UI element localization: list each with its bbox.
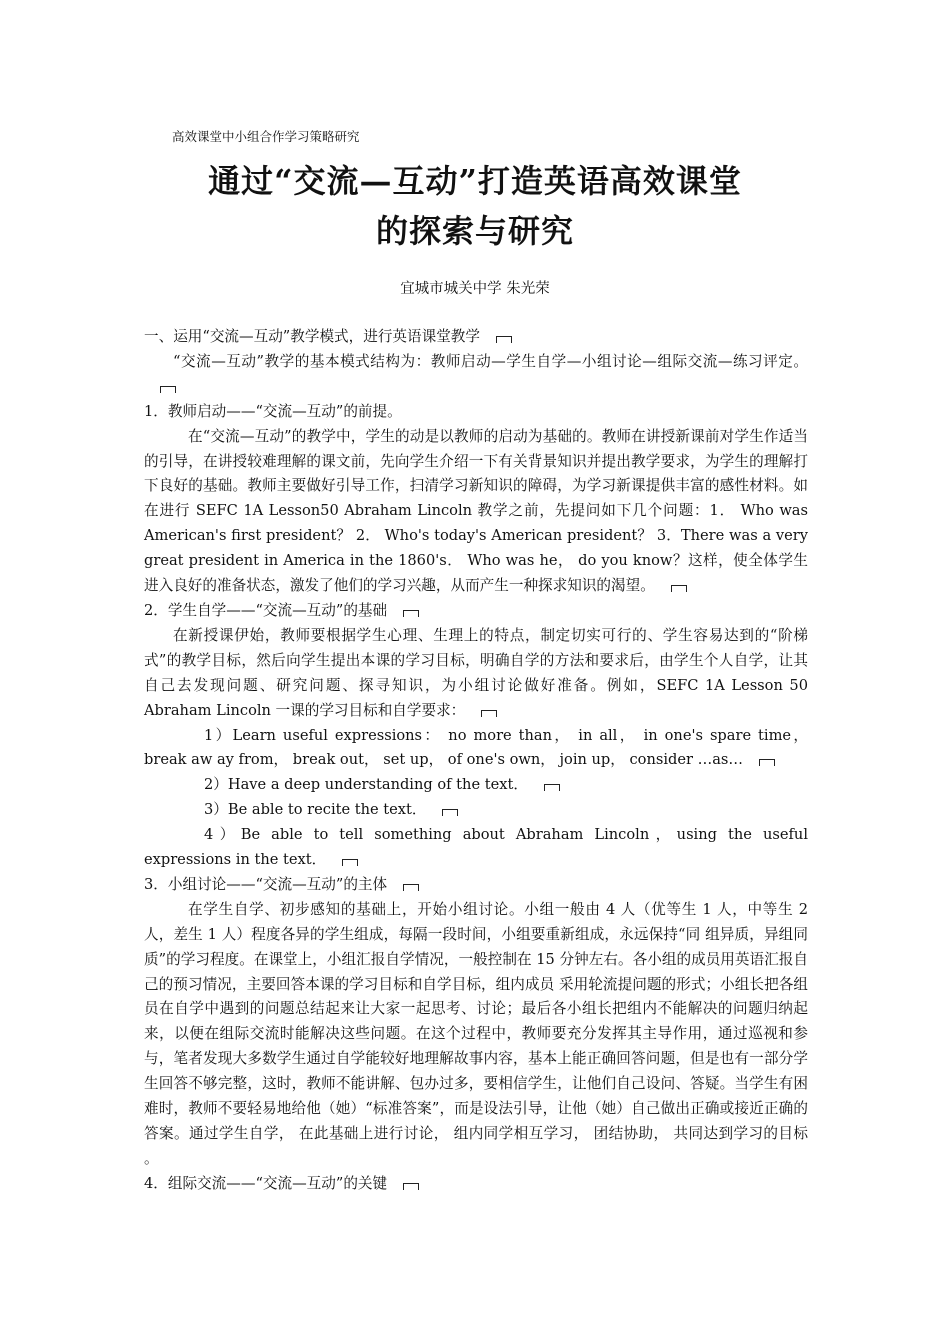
paragraph-mark-icon [442,809,458,816]
subheading: 1．教师启动——“交流—互动”的前提。 [144,402,402,420]
paragraph-mark-icon [544,784,560,791]
subheading: 2．学生自学——“交流—互动”的基础 [144,599,808,624]
title-line-2: 的探索与研究 [375,212,574,250]
paragraph-mark-icon [481,710,497,717]
list-item: 2）Have a deep understanding of the text． [144,773,808,798]
list-item: 4）Be able to tell something about Abraham Lincoln，using the useful expressions in the text． [144,826,808,869]
list-item: 3）Be able to recite the text． [144,798,808,823]
paragraph: 在学生自学、初步感知的基础上，开始小组讨论。小组一般由 4 人（优等生 1 人，中等生 2 人，差生 1 人）程度各异的学生组成，每隔一段时间，小组要重新组成，永远保持“同 组异质，异组同质”的学习程度。在课堂上，小组汇报自学情况，一般控制在 15 分钟左右。各小组的成员用英语汇报自己的预习情况，主要回答本课的学习目标和自学目标，组内成员 采用轮流提问题的形式；小组长把各组员在自学中遇到的问题总结起来让大家一起思考、讨论；最后各小组长把组内不能解决的问题归纳起来，以便在组际交流时能解决这些问题。在这个过程中，教师要充分发挥其主导作用，通过巡视和参与，笔者发现大多数学生通过自学能较好地理解故事内容，基本上能正确回答问题，但是也有一部分学生回答不够完整，这时，教师不能讲解、包办过多，要相信学生，让他们自己设问、答疑。当学生有困难时，教师不要轻易地给他（她）“标准答案”，而是设法引导，让他（她）自己做出正确或接近正确的答案。通过学生自学， 在此基础上进行讨论， 组内同学相互学习， 团结协助， 共同达到学习的目标 。 [144,900,809,1167]
paragraph-mark-icon [403,1183,419,1190]
paragraph: “交流—互动”教学的基本模式结构为：教师启动—学生自学—小组讨论—组际交流—练习评定。 [144,350,808,400]
subheading: 4．组际交流——“交流—互动”的关键 [144,1172,808,1197]
paragraph-mark-icon [342,859,358,866]
paragraph-mark-icon [496,336,512,343]
paragraph-mark-icon [671,585,687,592]
subheading: 3．小组讨论——“交流—互动”的主体 [144,873,808,898]
list-item: 1）Learn useful expressions： no more than， in all， in one's spare time， break aw ay from， break out， set up， of one's own， join up， consider …as… [144,726,808,769]
paragraph-mark-icon [160,386,176,393]
author-line: 宜城市城关中学 朱光荣 [400,281,550,297]
paragraph: 在“交流—互动”的教学中，学生的动是以教师的启动为基础的。教师在讲授新课前对学生作适当的引导，在讲授较难理解的课文前，先向学生介绍一下有关背景知识并提出教学要求，为学生的理解打下良好的基础。教师主要做好引导工作，扫清学习新知识的障碍，为学习新课提供丰富的感性材料。如在进行 SEFC 1A Lesson50 Abraham Lincoln 教学之前，先提问如下几个问题：1． Who was American's first president？ 2． Who's today's American president？ 3．There was a very great president in America in the 1860's． Who was he， do you know？这样，使全体学生进入良好的准备状态，激发了他们的学习兴趣，从而产生一种探求知识的渴望。 [144,427,808,595]
section-heading: 一、运用“交流—互动”教学模式，进行英语课堂教学 [144,325,808,350]
paragraph-mark-icon [403,884,419,891]
paragraph: 在新授课伊始，教师要根据学生心理、生理上的特点，制定切实可行的、学生容易达到的“阶梯式”的教学目标，然后向学生提出本课的学习目标，明确自学的方法和要求后，由学生个人自学，让其自己去发现问题、研究问题、探寻知识，为小组讨论做好准备。例如，SEFC 1A Lesson 50 Abraham Lincoln 一课的学习目标和自学要求： [144,626,808,719]
title-line-1: 通过“交流—互动”打造英语高效课堂 [208,162,742,200]
body-text [144,325,808,1197]
paragraph-mark-icon [403,610,419,617]
running-header: 高效课堂中小组合作学习策略研究 [172,129,360,144]
paragraph-mark-icon [759,759,775,766]
